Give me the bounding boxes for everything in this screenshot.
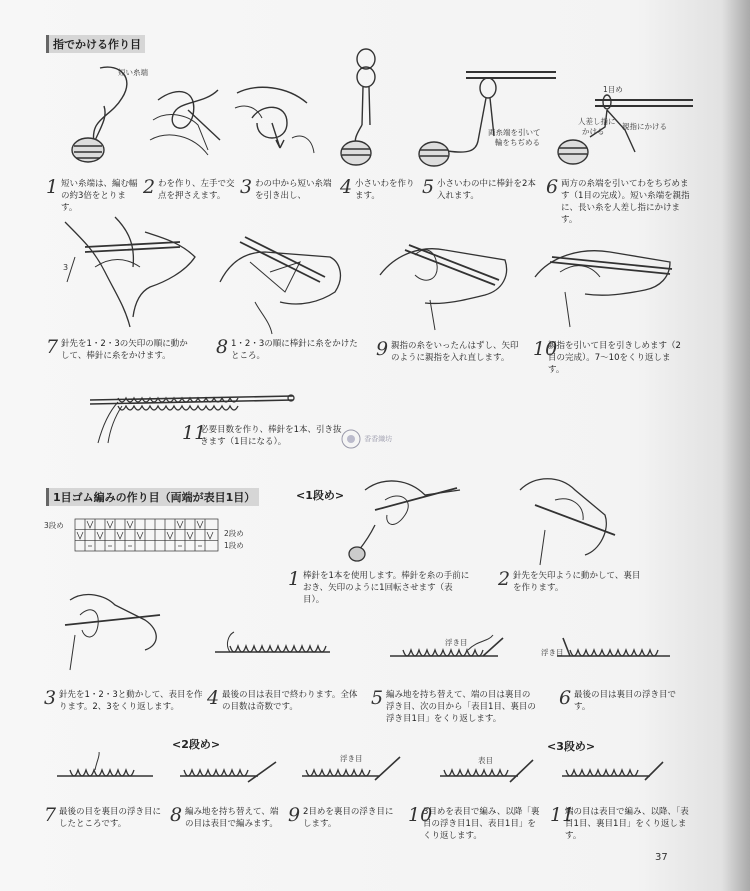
step-number: 3 (44, 687, 57, 709)
step-text: わを作り、左手で交点を押さえます。 (158, 179, 235, 201)
step-number: 7 (46, 336, 59, 358)
illustration-rib-step-11 (560, 752, 665, 797)
step-text: 両方の糸端を引いてわをちぢめます（1目の完成）。短い糸端を親指に、長い糸を人差し指にかけます。 (561, 179, 690, 225)
step-text: 最後の目は裏目の浮き目です。 (574, 690, 677, 712)
step-6 (546, 178, 696, 226)
step-text: 針先を1・2・3の矢印の順に動かして、棒針に糸をかけます。 (61, 339, 188, 361)
step-2 (143, 178, 235, 202)
rib-step-7 (44, 806, 169, 830)
step-number: 10 (408, 804, 433, 826)
step-number: 4 (340, 176, 353, 198)
rib-step-8 (170, 806, 285, 830)
label-first-stitch: 1目め (603, 85, 623, 94)
step-text: 1・2・3の順に棒針に糸をかけたところ。 (231, 339, 358, 361)
step-text: 必要目数を作り、棒針を1本、引き抜きます（1目になる）。 (200, 425, 342, 447)
step-text: 最後の目は表目で終わります。全体の目数は奇数です。 (222, 690, 358, 712)
step-10 (533, 340, 681, 376)
illustration-rib-step-7 (55, 752, 155, 797)
illustration-step-5 (408, 66, 558, 176)
step-9 (376, 340, 521, 364)
rib-step-6 (559, 689, 689, 713)
step-text: 2目めを裏目の浮き目にします。 (303, 807, 394, 829)
illustration-step-2 (148, 80, 228, 170)
watermark-text: 香香織坊 (364, 435, 393, 443)
label-thumb: 親指にかける (622, 122, 667, 131)
step-text: 親指の糸をいったんはずし、矢印のように親指を入れ直します。 (391, 341, 519, 363)
step-text: 親指を引いて目を引きしめます（2目の完成）。7〜10をくり返します。 (548, 341, 681, 375)
step-text: 3目めを表目で編み、以降「裏目の浮き目1目、表目1目」をくり返します。 (423, 807, 540, 841)
row-label-2: <2段め> (172, 738, 221, 751)
step-text: 棒針を1本を使用します。棒針を糸の手前におき、矢印のように1回転させます（表目）。 (303, 571, 470, 605)
step-number: 5 (422, 176, 435, 198)
step-text: 小さいわを作ります。 (355, 179, 415, 201)
step-number: 2 (498, 568, 511, 590)
step-7 (46, 338, 196, 362)
rib-step-4 (207, 689, 362, 713)
step-number: 3 (240, 176, 253, 198)
watermark (340, 428, 392, 450)
step-number: 10 (533, 338, 558, 360)
rib-step-3 (44, 689, 204, 713)
rib-chart (74, 518, 219, 552)
step-number: 11 (550, 804, 575, 826)
label-knit-stitch: 表目 (478, 756, 493, 765)
illustration-rib-step-3 (50, 585, 170, 680)
chart-row-2-label: 2段め (224, 529, 244, 538)
row-label-3: <3段め> (547, 740, 596, 753)
step-3 (240, 178, 335, 202)
chart-row-1-label: 1段め (224, 541, 244, 550)
illustration-rib-step-2 (515, 470, 630, 570)
step-1 (46, 178, 138, 214)
step-number: 6 (546, 176, 559, 198)
rib-step-1 (288, 570, 473, 606)
label-slip-stitch-1: 浮き目 (445, 638, 468, 647)
illustration-step-10 (530, 232, 675, 332)
step-number: 6 (559, 687, 572, 709)
illustration-rib-step-1 (345, 470, 465, 565)
step-number: 1 (46, 176, 59, 198)
step-text: 針先を矢印ように動かして、裏目を作ります。 (513, 571, 641, 593)
page-edge-shadow (722, 0, 750, 891)
step-number: 8 (216, 336, 229, 358)
step-text: 小さいわの中に棒針を2本入れます。 (437, 179, 536, 201)
watermark-logo-icon (340, 428, 362, 450)
step-number: 5 (371, 687, 384, 709)
label-index-finger: 人差し指に (578, 117, 616, 126)
step-number: 11 (182, 422, 207, 444)
illustration-step-3 (232, 78, 317, 168)
rib-step-9 (288, 806, 398, 830)
step-number: 7 (44, 804, 57, 826)
rib-step-5 (371, 689, 536, 725)
rib-step-11 (550, 806, 695, 842)
section-title-rib-cast-on: 1目ゴム編みの作り目（両端が表目1目） (46, 488, 259, 506)
step-11 (182, 424, 342, 448)
label-pull-both: 両糸端を引いて (488, 128, 541, 137)
step-text: 端の目は表目で編み、以降、「表目1目、裏目1目」をくり返します。 (565, 807, 689, 841)
step-text: わの中から短い糸端を引き出し、 (255, 179, 332, 201)
chart-row-3-label: 3段め (44, 521, 64, 530)
step-number: 9 (376, 338, 389, 360)
illustration-step-7 (55, 212, 200, 332)
step-text: 最後の目を裏目の浮き目にしたところです。 (59, 807, 162, 829)
step-4 (340, 178, 415, 202)
illustration-step-6 (545, 82, 695, 177)
rib-step-2 (498, 570, 648, 594)
illustration-step-4 (336, 45, 386, 170)
illustration-rib-step-6 (555, 630, 680, 675)
rib-step-10 (408, 806, 543, 842)
label-short-end: 短い糸端 (118, 68, 148, 77)
step-number: 8 (170, 804, 183, 826)
illustration-rib-step-4 (210, 630, 335, 670)
label-slip-stitch-3: 浮き目 (340, 754, 363, 763)
step-5 (422, 178, 537, 202)
illustration-rib-step-8 (178, 752, 278, 797)
illustration-step-8 (210, 222, 350, 337)
section-title-finger-cast-on: 指でかける作り目 (46, 35, 145, 53)
label-tighten: 輪をちぢめる (495, 138, 540, 147)
step-number: 1 (288, 568, 301, 590)
step-text: 短い糸端は、編む幅の約3倍をとります。 (61, 179, 138, 213)
svg-text:3: 3 (63, 263, 69, 272)
step-number: 2 (143, 176, 156, 198)
page-number: 37 (655, 852, 668, 863)
label-hang: かける (582, 127, 605, 136)
step-text: 針先を1・2・3と動かして、表目を作ります。2、3をくり返します。 (59, 690, 203, 712)
step-8 (216, 338, 364, 362)
row-label-1: <1段め> (296, 489, 345, 502)
illustration-step-9 (375, 225, 515, 335)
step-text: 編み地を持ち替えて、端の目は裏目の浮き目、次の目から「表目1目、裏目の浮き目1目」をくり返します。 (386, 690, 536, 724)
step-number: 9 (288, 804, 301, 826)
label-slip-stitch-2: 浮き目 (541, 648, 564, 657)
step-text: 編み地を持ち替えて、端の目は表目で編みます。 (185, 807, 279, 829)
step-number: 4 (207, 687, 220, 709)
